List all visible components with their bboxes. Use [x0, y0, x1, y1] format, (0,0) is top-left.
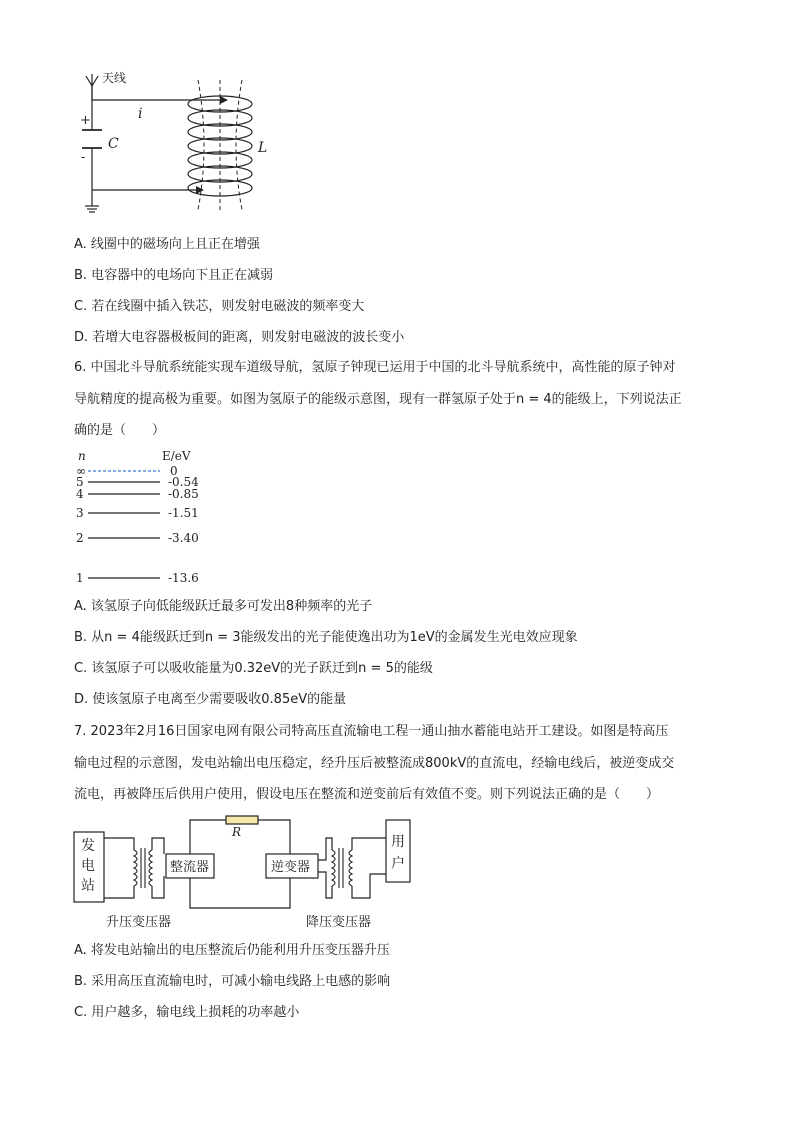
transmission-diagram — [70, 814, 420, 934]
q5-option-c: C. 若在线圈中插入铁芯，则发射电磁波的频率变大 — [74, 299, 365, 314]
energy-level-n: ∞ — [76, 464, 86, 478]
energy-level-value: -0.85 — [168, 487, 199, 501]
current-arrow-bottom-icon — [196, 186, 204, 194]
energy-levels — [76, 464, 199, 585]
q6-option-c: C. 该氢原子可以吸收能量为0.32eV的光子跃迁到n = 5的能级 — [74, 661, 433, 676]
energy-level-n: 4 — [76, 487, 84, 501]
q5-option-b: B. 电容器中的电场向下且正在减弱 — [74, 268, 274, 283]
q7-option-b: B. 采用高压直流输电时，可减小输电线路上电感的影响 — [74, 974, 391, 989]
antenna-label: 天线 — [102, 71, 127, 85]
resistor-label: R — [232, 825, 242, 839]
capacitor-plus: + — [80, 113, 91, 128]
q5-option-a: A. 线圈中的磁场向上且正在增强 — [74, 237, 260, 252]
inverter-label: 逆变器 — [271, 860, 311, 875]
rectifier-label: 整流器 — [170, 860, 210, 875]
energy-level-n: 3 — [76, 506, 84, 520]
user-label-1: 用 — [391, 834, 405, 850]
ground-icon — [85, 200, 99, 212]
step-up-label: 升压变压器 — [106, 915, 172, 930]
step-down-transformer-icon — [332, 848, 352, 888]
q6-option-d: D. 使该氢原子电离至少需要吸收0.85eV的能量 — [74, 692, 347, 707]
energy-level-value: -0.54 — [168, 475, 199, 489]
n-axis-label: n — [78, 449, 86, 463]
q7-stem-line-2: 输电过程的示意图，发电站输出电压稳定，经升压后被整流成800kV的直流电，经输电线后，被逆变成交 — [74, 756, 675, 771]
energy-level-value: 0 — [170, 464, 178, 478]
q7-option-a: A. 将发电站输出的电压整流后仍能利用升压变压器升压 — [74, 943, 390, 958]
resistor-icon — [226, 816, 258, 824]
energy-level-value: -3.40 — [168, 531, 199, 545]
capacitor-minus: - — [81, 150, 86, 165]
q7-stem-line-3: 流电，再被降压后供用户使用，假设电压在整流和逆变前后有效值不变。则下列说法正确的是（ ） — [74, 787, 660, 802]
current-label: i — [138, 106, 143, 122]
q6-stem-line-3: 确的是（ ） — [74, 423, 166, 438]
station-label-2: 电 — [81, 858, 95, 874]
step-down-label: 降压变压器 — [306, 915, 372, 930]
current-arrow-top-icon — [220, 96, 228, 104]
energy-level-n: 1 — [76, 571, 84, 585]
station-label-3: 站 — [81, 878, 95, 894]
q5-option-d: D. 若增大电容器极板间的距离，则发射电磁波的波长变小 — [74, 330, 405, 345]
q6-stem-line-1: 6. 中国北斗导航系统能实现车道级导航，氢原子钟现已运用于中国的北斗导航系统中，高性能的原子钟对 — [74, 360, 676, 375]
lc-circuit-figure — [70, 66, 280, 216]
energy-level-value: -13.6 — [168, 571, 199, 585]
energy-level-value: -1.51 — [168, 506, 199, 520]
user-box — [386, 820, 410, 882]
station-label-1: 发 — [81, 838, 95, 854]
capacitor-icon — [82, 130, 102, 148]
inductor-label: L — [258, 140, 268, 156]
energy-level-diagram — [72, 448, 212, 588]
energy-level-n: 5 — [76, 475, 84, 489]
user-label-2: 户 — [391, 856, 405, 872]
energy-level-n: 2 — [76, 531, 84, 545]
capacitor-label: C — [108, 136, 119, 152]
q6-stem-line-2: 导航精度的提高极为重要。如图为氢原子的能级示意图，现有一群氢原子处于n = 4的能级上，下列说法正 — [74, 392, 682, 407]
e-axis-label: E/eV — [162, 449, 191, 463]
q7-stem-line-1: 7. 2023年2月16日国家电网有限公司特高压直流输电工程一通山抽水蓄能电站开工建设。如图是特高压 — [74, 724, 669, 739]
q6-option-a: A. 该氢原子向低能级跃迁最多可发出8种频率的光子 — [74, 599, 373, 614]
step-up-transformer-icon — [134, 848, 152, 888]
q6-option-b: B. 从n = 4能级跃迁到n = 3能级发出的光子能使逸出功为1eV的金属发生光电效应现象 — [74, 630, 578, 645]
q7-option-c: C. 用户越多，输电线上损耗的功率越小 — [74, 1005, 300, 1020]
